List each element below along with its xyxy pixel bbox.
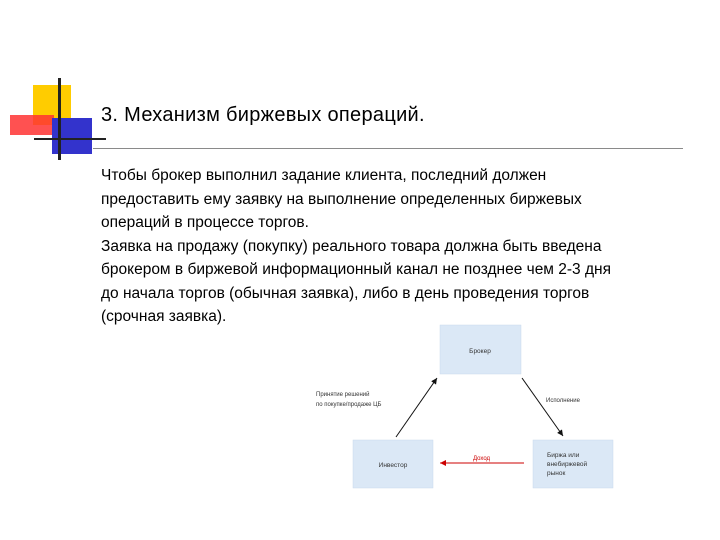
box-broker-label: Брокер: [469, 348, 491, 355]
box-investor-label: Инвестор: [378, 462, 408, 469]
slide-title: 3. Механизм биржевых операций.: [101, 104, 425, 126]
label-decision-1: Принятие решений: [316, 392, 370, 398]
box-exchange-label-1: Биржа или: [547, 452, 580, 459]
label-decision-2: по покупке/продаже ЦБ: [316, 402, 382, 408]
title-underline: [93, 148, 683, 149]
paragraph-1: Чтобы брокер выполнил задание клиента, последний должен предоставить ему заявку на выполнение определенных биржевых операций в процессе торгов.: [101, 167, 582, 231]
decor-vertical-line: [58, 78, 61, 160]
paragraph-2: Заявка на продажу (покупку) реального товара должна быть введена брокером в биржевой информационный канал не позднее чем 2-3 дня до начала торгов (обычная заявка), либо в день проведения торгов (срочная заявка).: [101, 237, 611, 325]
decor-red-bar: [10, 115, 54, 135]
flow-diagram: [300, 320, 620, 495]
body-text: [101, 164, 701, 329]
arrow-broker-to-exchange: [522, 378, 563, 436]
decor-horizontal-line: [34, 138, 106, 140]
box-exchange-label-2: внебиржевой: [547, 461, 588, 468]
label-execution: Исполнение: [546, 398, 580, 404]
box-exchange-label-3: рынок: [547, 470, 566, 477]
label-income: Доход: [473, 456, 491, 462]
arrow-investor-to-broker: [396, 378, 437, 437]
